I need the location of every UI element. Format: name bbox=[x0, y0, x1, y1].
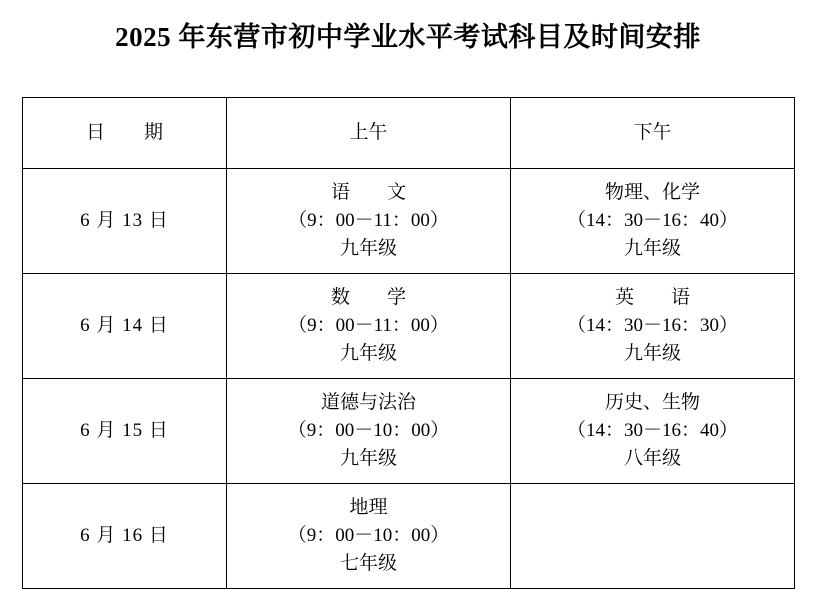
morning-subject: 道德与法治 bbox=[320, 391, 416, 413]
exam-schedule-table bbox=[22, 97, 795, 589]
cell-morning bbox=[227, 274, 511, 379]
cell-date: 6 月 16 日 bbox=[23, 484, 227, 589]
header-cell-morning: 上午 bbox=[227, 98, 511, 169]
afternoon-time: （14：30－16：30） bbox=[566, 315, 738, 337]
afternoon-time: （14：30－16：40） bbox=[566, 420, 738, 442]
morning-time: （9：00－10：00） bbox=[287, 525, 450, 547]
morning-subject: 数 学 bbox=[330, 286, 415, 308]
afternoon-subject: 物理、化学 bbox=[604, 181, 700, 203]
cell-afternoon bbox=[511, 169, 795, 274]
cell-date: 6 月 13 日 bbox=[23, 169, 227, 274]
afternoon-grade: 八年级 bbox=[623, 448, 681, 470]
cell-date: 6 月 14 日 bbox=[23, 274, 227, 379]
table-body bbox=[23, 169, 795, 589]
cell-date: 6 月 15 日 bbox=[23, 379, 227, 484]
table-row bbox=[23, 379, 795, 484]
afternoon-subject: 英 语 bbox=[614, 286, 699, 308]
table-row bbox=[23, 274, 795, 379]
afternoon-grade: 九年级 bbox=[623, 238, 681, 260]
table-header bbox=[23, 98, 795, 169]
header-cell-afternoon: 下午 bbox=[511, 98, 795, 169]
page-title: 2025 年东营市初中学业水平考试科目及时间安排 bbox=[115, 22, 701, 52]
table-row bbox=[23, 484, 795, 589]
morning-grade: 七年级 bbox=[339, 553, 397, 575]
morning-grade: 九年级 bbox=[339, 448, 397, 470]
cell-afternoon bbox=[511, 274, 795, 379]
cell-afternoon bbox=[511, 379, 795, 484]
cell-morning bbox=[227, 484, 511, 589]
cell-morning bbox=[227, 169, 511, 274]
morning-grade: 九年级 bbox=[339, 343, 397, 365]
header-cell-date: 日 期 bbox=[23, 98, 227, 169]
afternoon-time: （14：30－16：40） bbox=[566, 210, 738, 232]
morning-subject: 语 文 bbox=[330, 181, 415, 203]
cell-morning bbox=[227, 379, 511, 484]
morning-time: （9：00－11：00） bbox=[288, 210, 449, 232]
afternoon-subject: 历史、生物 bbox=[604, 391, 700, 413]
morning-subject: 地理 bbox=[349, 496, 388, 518]
schedule-table-container bbox=[0, 97, 816, 589]
cell-afternoon-empty bbox=[511, 484, 795, 589]
morning-time: （9：00－10：00） bbox=[287, 420, 450, 442]
morning-time: （9：00－11：00） bbox=[288, 315, 449, 337]
table-header-row bbox=[23, 98, 795, 169]
table-row bbox=[23, 169, 795, 274]
afternoon-grade: 九年级 bbox=[623, 343, 681, 365]
morning-grade: 九年级 bbox=[339, 238, 397, 260]
